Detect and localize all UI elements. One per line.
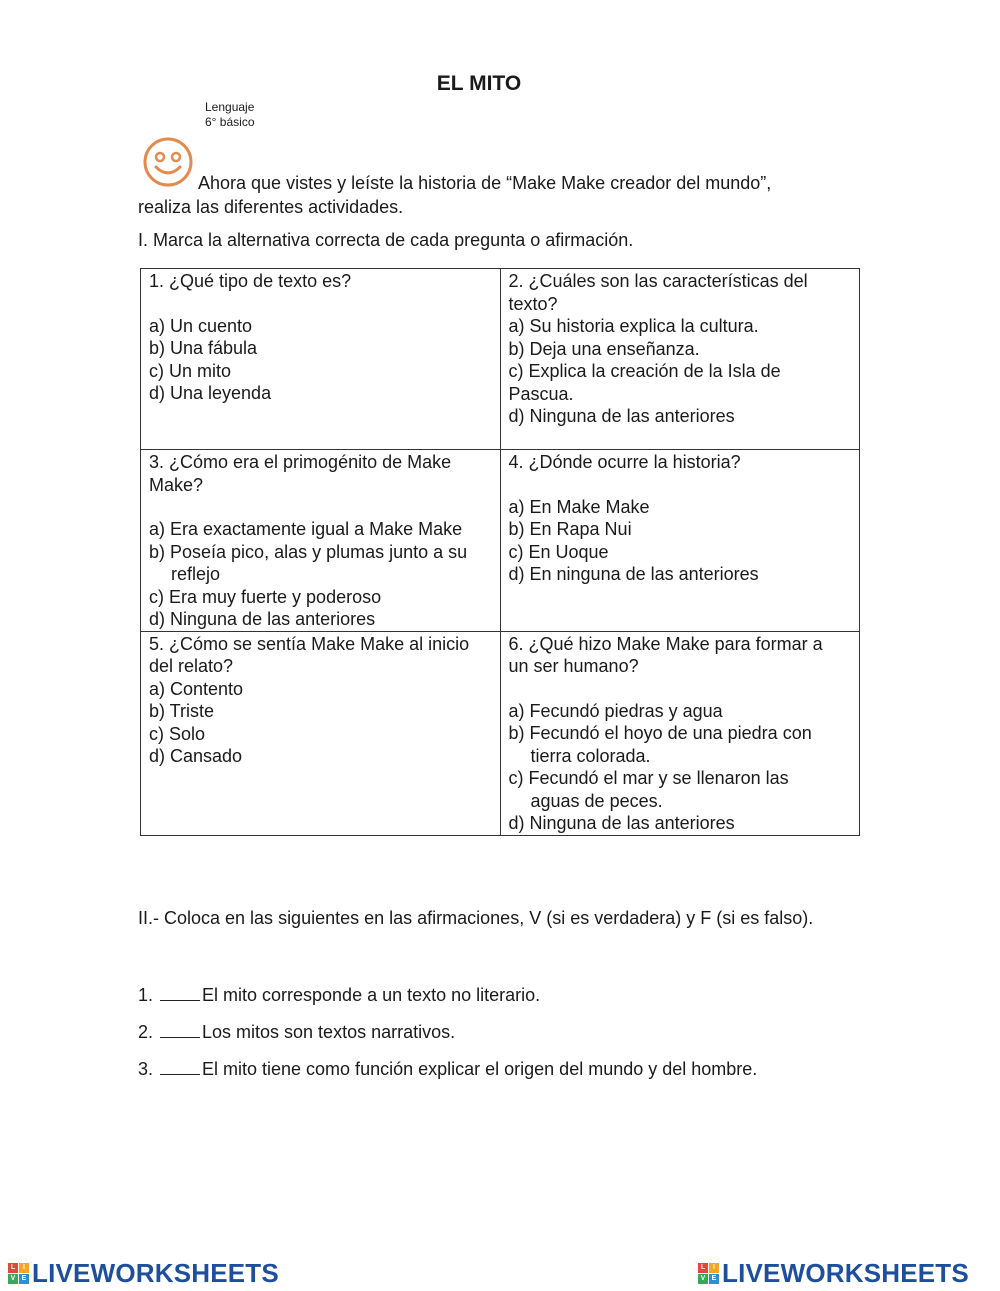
- question-2-text-line-2: texto?: [508, 293, 558, 314]
- question-6-text-line-1: 6. ¿Qué hizo Make Make para formar a: [508, 633, 823, 654]
- tf-item-1-number: 1.: [138, 985, 154, 1005]
- section-2-heading: II.- Coloca en las siguientes en las afirmaciones, V (si es verdadera) y F (si es falso).: [138, 908, 814, 928]
- tf-item-3-number: 3.: [138, 1059, 154, 1079]
- q2-option-b[interactable]: b) Deja una enseñanza.: [508, 338, 700, 359]
- intro-line-2: realiza las diferentes actividades.: [138, 197, 404, 217]
- question-2-text-line-1: 2. ¿Cuáles son las características del: [508, 271, 808, 291]
- q1-option-d[interactable]: d) Una leyenda: [149, 383, 272, 403]
- question-6-text-line-2: un ser humano?: [508, 656, 639, 676]
- tf-item-3-answer-input[interactable]: [160, 1057, 200, 1075]
- subject-label: Lenguaje: [205, 100, 255, 114]
- q5-option-d[interactable]: d) Cansado: [149, 746, 243, 766]
- liveworksheets-wordmark: LIVEWORKSHEETS: [32, 1258, 279, 1288]
- questions-table: [140, 268, 860, 836]
- q4-option-b[interactable]: b) En Rapa Nui: [508, 519, 632, 539]
- q1-option-b[interactable]: b) Una fábula: [149, 338, 258, 358]
- grade-label: 6° básico: [205, 115, 255, 129]
- question-1-cell: [141, 269, 501, 450]
- q3-option-b-line-1: b) Poseía pico, alas y plumas junto a su: [149, 541, 468, 562]
- question-4-cell: [500, 450, 860, 632]
- tf-item-2-answer-input[interactable]: [160, 1020, 200, 1038]
- q3-option-a[interactable]: a) Era exactamente igual a Make Make: [149, 519, 463, 539]
- q6-option-c-line-2: aguas de peces.: [530, 790, 663, 811]
- page-title: EL MITO: [436, 72, 522, 95]
- section-1-heading: I. Marca la alternativa correcta de cada pregunta o afirmación.: [138, 230, 634, 250]
- q2-option-c-line-1: c) Explica la creación de la Isla de: [508, 361, 781, 381]
- q1-option-a[interactable]: a) Un cuento: [149, 315, 253, 336]
- tf-item-2-text: Los mitos son textos narrativos.: [202, 1022, 456, 1042]
- question-3-cell: [141, 450, 501, 632]
- q6-option-d[interactable]: d) Ninguna de las anteriores: [508, 813, 735, 833]
- q2-option-a[interactable]: a) Su historia explica la cultura.: [508, 316, 759, 336]
- tf-item-1-text: El mito corresponde a un texto no literario.: [202, 985, 541, 1005]
- question-2-cell: [500, 269, 860, 450]
- q3-option-d[interactable]: d) Ninguna de las anteriores: [149, 609, 376, 629]
- q2-option-c[interactable]: [509, 360, 854, 405]
- question-5-cell: [141, 631, 501, 835]
- liveworksheets-logo-left: [8, 1258, 279, 1289]
- q6-option-c[interactable]: [509, 767, 854, 812]
- q3-option-b-line-2: reflejo: [171, 564, 221, 584]
- q3-option-c[interactable]: c) Era muy fuerte y poderoso: [149, 586, 382, 607]
- q6-option-b[interactable]: [509, 722, 854, 767]
- question-3-text-line-1: 3. ¿Cómo era el primogénito de Make: [149, 452, 452, 472]
- q5-option-a[interactable]: a) Contento: [149, 678, 244, 699]
- q6-option-c-line-1: c) Fecundó el mar y se llenaron las: [508, 768, 789, 788]
- q5-option-b[interactable]: b) Triste: [149, 701, 215, 721]
- question-5-text-line-2: del relato?: [149, 656, 234, 676]
- tf-item-3-text: El mito tiene como función explicar el origen del mundo y del hombre.: [202, 1059, 758, 1079]
- question-4-text: 4. ¿Dónde ocurre la historia?: [508, 452, 741, 472]
- question-1-text: 1. ¿Qué tipo de texto es?: [149, 271, 352, 291]
- q4-option-d[interactable]: d) En ninguna de las anteriores: [508, 564, 759, 584]
- q6-option-b-line-2: tierra colorada.: [530, 745, 651, 766]
- q2-option-c-line-2: Pascua.: [508, 383, 574, 404]
- intro-line-1: Ahora que vistes y leíste la historia de “Make Make creador del mundo”,: [198, 173, 772, 193]
- tf-item-2-number: 2.: [138, 1022, 154, 1042]
- liveworksheets-mark-icon: L I V E: [698, 1263, 719, 1284]
- tf-item-1: [138, 983, 540, 1006]
- q6-option-a[interactable]: a) Fecundó piedras y agua: [508, 700, 723, 721]
- tf-item-3: [138, 1057, 757, 1080]
- intro-text: [138, 171, 858, 219]
- q5-option-c[interactable]: c) Solo: [149, 723, 206, 744]
- liveworksheets-logo-right: [698, 1258, 969, 1289]
- q4-option-a[interactable]: a) En Make Make: [508, 496, 650, 517]
- question-3-text-line-2: Make?: [149, 474, 204, 495]
- q3-option-b[interactable]: [149, 541, 494, 586]
- tf-item-1-answer-input[interactable]: [160, 983, 200, 1001]
- q1-option-c[interactable]: c) Un mito: [149, 360, 232, 381]
- liveworksheets-wordmark: LIVEWORKSHEETS: [722, 1258, 969, 1288]
- q4-option-c[interactable]: c) En Uoque: [508, 541, 609, 562]
- q2-option-d[interactable]: d) Ninguna de las anteriores: [508, 406, 735, 426]
- question-6-cell: [500, 631, 860, 835]
- tf-item-2: [138, 1020, 455, 1043]
- header-meta: [205, 100, 255, 130]
- question-5-text-line-1: 5. ¿Cómo se sentía Make Make al inicio: [149, 633, 470, 654]
- liveworksheets-mark-icon: L I V E: [8, 1263, 29, 1284]
- q6-option-b-line-1: b) Fecundó el hoyo de una piedra con: [508, 723, 812, 743]
